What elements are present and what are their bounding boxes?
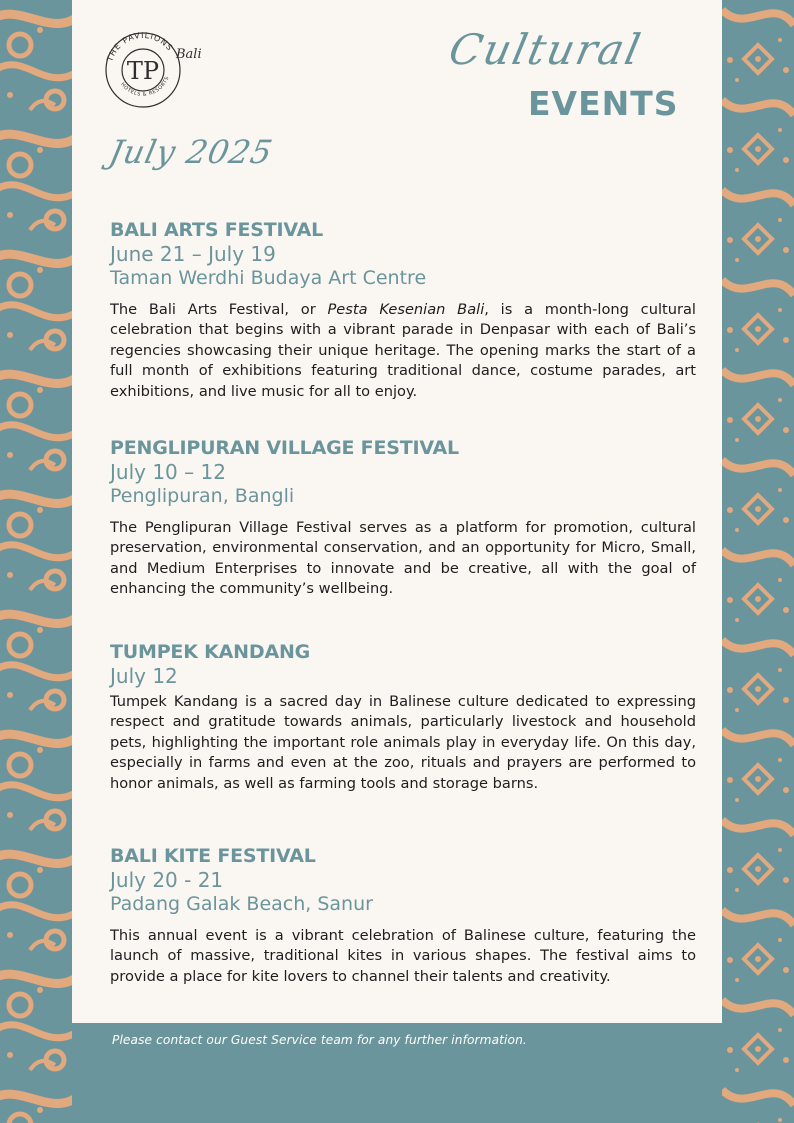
event-bali-kite-festival [110,844,696,987]
event-description: The Bali Arts Festival, or Pesta Kesenian Bali, is a month-long cultural celebration that begins with a vibrant parade in Denpasar with each of Bali’s regencies showcasing their unique heritage. The opening marks the start of a full month of exhibitions featuring traditional dance, costume parades, art exhibitions, and live music for all to enjoy. [110,301,696,400]
batik-border-left [0,0,72,1123]
pavilions-logo [103,30,215,110]
event-description: This annual event is a vibrant celebration of Balinese culture, featuring the launch of massive, traditional kites in various shapes. The festival aims to provide a place for kite lovers to channel their talents and creativity. [110,927,696,985]
event-tumpek-kandang [110,640,696,794]
event-description: Tumpek Kandang is a sacred day in Balinese culture dedicated to expressing respect and gratitude towards animals, particularly livestock and household pets, highlighting the important role animals play in everyday life. On this day, especially in farms and even at the zoo, rituals and prayers are performed to honor animals, as well as farming tools and storage barns. [110,693,696,792]
event-bali-arts-festival [110,218,696,402]
logo-ring-text: THE PAVILIONS [105,30,175,63]
event-title: BALI ARTS FESTIVAL [110,219,324,241]
batik-border-right [722,0,794,1123]
event-date: July 10 – 12 [110,460,226,484]
event-penglipuran-village-festival [110,436,696,600]
cultural-heading: Cultural [444,25,647,74]
event-description: The Penglipuran Village Festival serves as a platform for promotion, cultural preservation, environmental conservation, and an opportunity for Micro, Small, and Medium Enterprises to innovate and be creative, all with the goal of enhancing the community’s wellbeing. [110,519,696,598]
event-date: July 12 [110,664,178,688]
event-title: BALI KITE FESTIVAL [110,845,316,867]
logo-sub-text: HOTELS & RESORTS [119,75,171,98]
event-location: Penglipuran, Bangli [110,485,295,507]
logo-monogram: TP [126,57,160,85]
event-location: Taman Werdhi Budaya Art Centre [110,267,427,289]
event-date: June 21 – July 19 [110,242,276,266]
event-location: Padang Galak Beach, Sanur [110,893,373,915]
logo-script: Bali [176,47,202,62]
events-heading: EVENTS [528,84,679,123]
event-date: July 20 - 21 [110,868,224,892]
event-description-italic: Pesta Kesenian Bali [327,301,485,318]
event-title: TUMPEK KANDANG [110,641,311,663]
footer-note: Please contact our Guest Service team for any further information. [112,1033,527,1047]
month-heading: July 2025 [105,133,277,171]
event-title: PENGLIPURAN VILLAGE FESTIVAL [110,437,459,459]
